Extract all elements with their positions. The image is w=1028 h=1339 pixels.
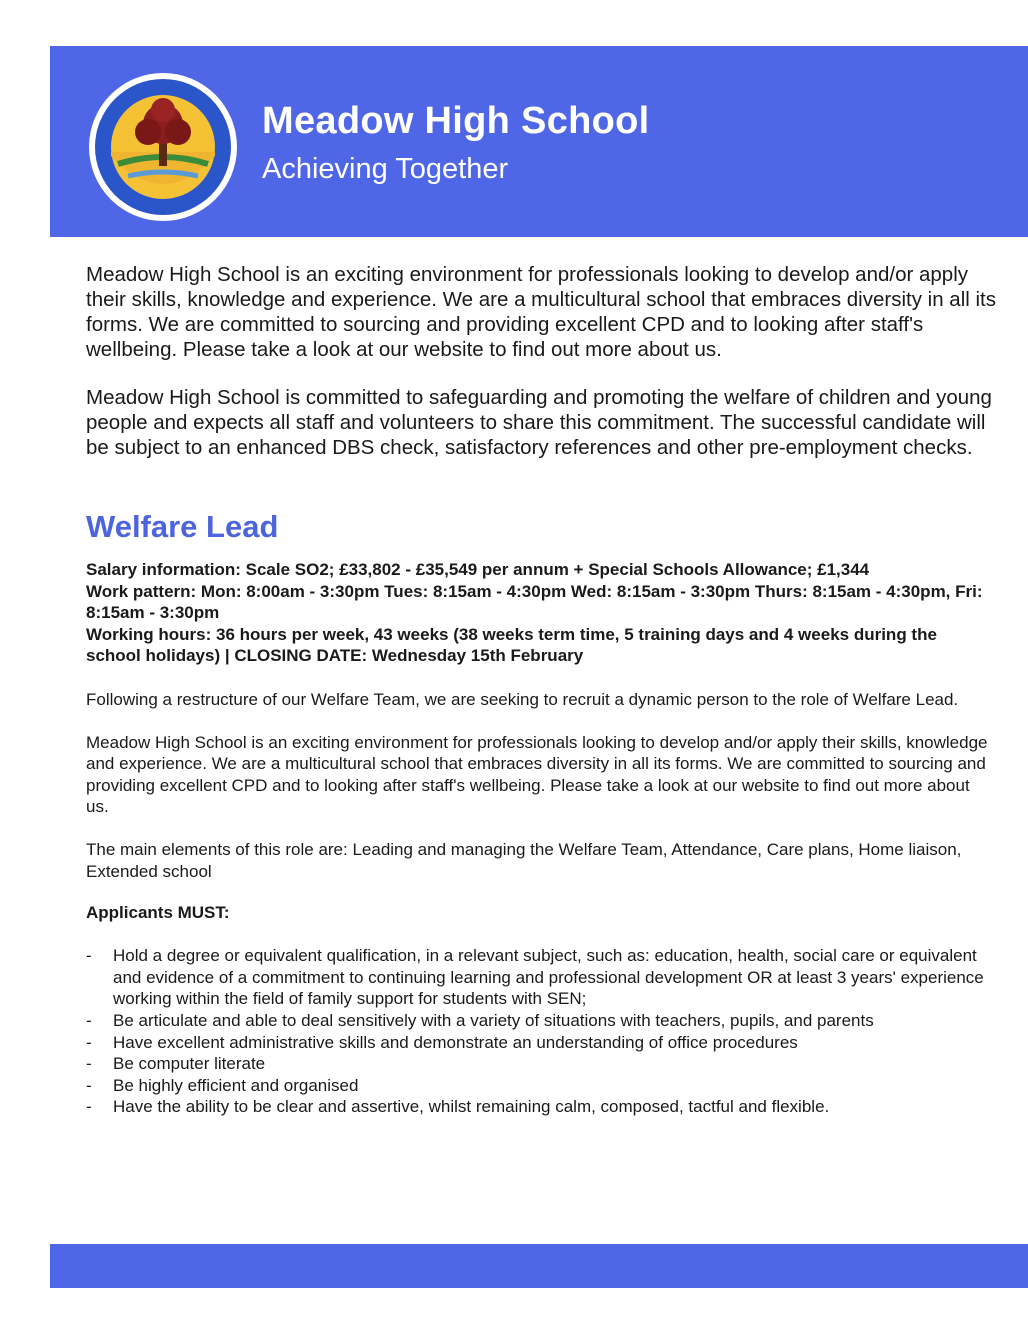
environment-paragraph: Meadow High School is an exciting environment for professionals looking to develop and/or apply their skills, knowledge and experience. We are a multicultural school that embraces diversity in all its forms. We are committed to sourcing and providing excellent CPD and to looking after staff's wellbeing. Please take a look at our website to find out more about us. xyxy=(86,732,988,817)
working-hours: Working hours: 36 hours per week, 43 weeks (38 weeks term time, 5 training days and 4 weeks during the school holidays) | CLOSING DATE: Wednesday 15th February xyxy=(86,624,937,666)
bullet-dash: - xyxy=(86,946,92,966)
requirements-list xyxy=(86,945,996,1118)
list-item xyxy=(86,1053,996,1075)
requirement-text: Be computer literate xyxy=(113,1054,266,1074)
intro-paragraph: Meadow High School is an exciting environment for professionals looking to develop and/or apply their skills, knowledge and experience. We are a multicultural school that embraces diversity in all its forms. We are committed to sourcing and providing excellent CPD and to looking after staff's wellbeing. Please take a look at our website to find out more about us. xyxy=(86,263,997,361)
salary-info: Salary information: Scale SO2; £33,802 - £35,549 per annum + Special Schools Allowance; £1,344 xyxy=(86,560,870,579)
bullet-dash: - xyxy=(86,1097,92,1117)
school-crest-tree-icon xyxy=(88,72,238,222)
bullet-dash: - xyxy=(86,1032,92,1052)
list-item xyxy=(86,1010,996,1032)
job-title: Welfare Lead xyxy=(86,509,279,544)
list-item xyxy=(86,945,996,1010)
list-item xyxy=(86,1075,996,1097)
school-tagline: Achieving Together xyxy=(262,153,509,185)
requirement-text: Hold a degree or equivalent qualification, in a relevant subject, such as: education, health, social care or equivalent and evidence of a commitment to continuing learning and professional development OR at least 3 years' experience working within the field of family support for students with SEN; xyxy=(113,946,984,1009)
safeguarding-paragraph: Meadow High School is committed to safeguarding and promoting the welfare of children and young people and expects all staff and volunteers to share this commitment. The successful candidate will be subject to an enhanced DBS check, satisfactory references and other pre-employment checks. xyxy=(86,386,992,459)
applicants-heading: Applicants MUST: xyxy=(86,903,230,923)
requirement-text: Have the ability to be clear and assertive, whilst remaining calm, composed, tactful and flexible. xyxy=(113,1097,830,1117)
bullet-dash: - xyxy=(86,1010,92,1030)
footer-bar xyxy=(50,1244,1028,1288)
bullet-dash: - xyxy=(86,1075,92,1095)
bullet-dash: - xyxy=(86,1054,92,1074)
requirement-text: Be articulate and able to deal sensitively with a variety of situations with teachers, pupils, and parents xyxy=(113,1010,874,1030)
list-item xyxy=(86,1096,996,1118)
job-key-facts xyxy=(86,559,996,667)
restructure-paragraph: Following a restructure of our Welfare Team, we are seeking to recruit a dynamic person to the role of Welfare Lead. xyxy=(86,689,959,709)
work-pattern: Work pattern: Mon: 8:00am - 3:30pm Tues: 8:15am - 4:30pm Wed: 8:15am - 3:30pm Thurs: 8:15am - 4:30pm, Fri: 8:15am - 3:30pm xyxy=(86,581,983,623)
requirement-text: Be highly efficient and organised xyxy=(113,1075,359,1095)
main-content xyxy=(86,262,996,1118)
requirement-text: Have excellent administrative skills and demonstrate an understanding of office procedures xyxy=(113,1032,798,1052)
role-elements-paragraph: The main elements of this role are: Leading and managing the Welfare Team, Attendance, Care plans, Home liaison, Extended school xyxy=(86,839,962,881)
school-name: Meadow High School xyxy=(262,100,650,142)
list-item xyxy=(86,1032,996,1054)
header-banner xyxy=(50,46,1028,237)
